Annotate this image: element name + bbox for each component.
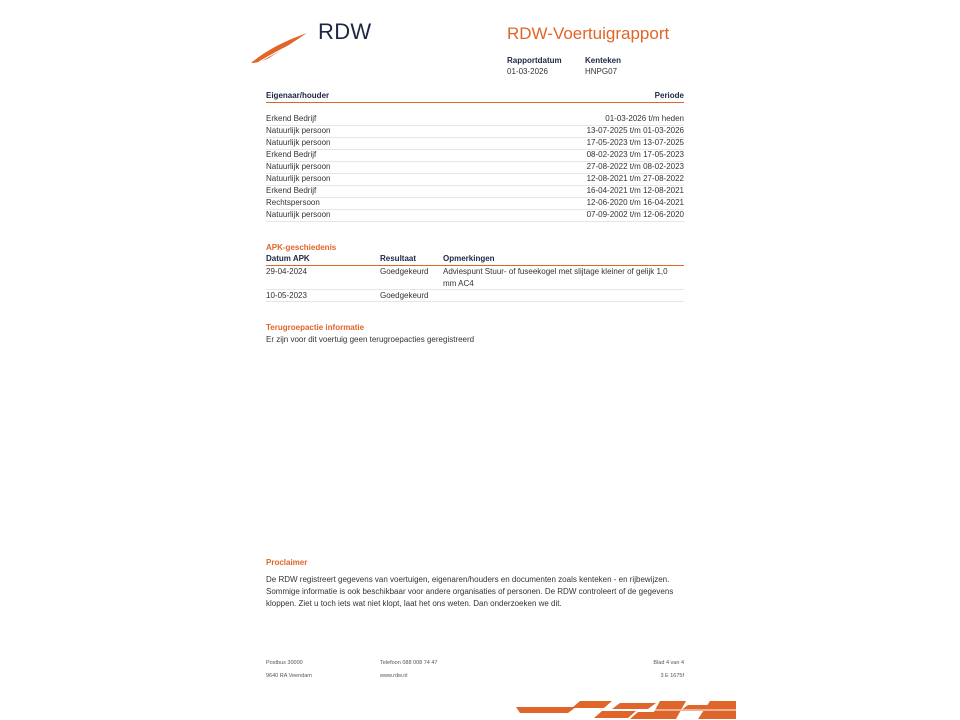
license-plate-label: Kenteken bbox=[585, 56, 622, 65]
owner-cell: Erkend Bedrijf bbox=[266, 114, 317, 123]
owner-cell: Natuurlijk persoon bbox=[266, 126, 331, 135]
rdw-logo-icon bbox=[249, 31, 309, 65]
apk-header-rule bbox=[266, 265, 684, 266]
apk-section-title: APK-geschiedenis bbox=[266, 243, 337, 252]
license-plate-value: HNPG07 bbox=[585, 67, 618, 76]
footer-address-line-1: Postbus 30000 bbox=[266, 660, 303, 666]
recall-section-title: Terugroepactie informatie bbox=[266, 323, 365, 332]
period-cell: 12-06-2020 t/m 16-04-2021 bbox=[586, 198, 684, 207]
report-date-label: Rapportdatum bbox=[507, 56, 562, 65]
apk-remarks-cell: mm AC4 bbox=[443, 279, 474, 288]
owner-cell: Natuurlijk persoon bbox=[266, 138, 331, 147]
period-cell: 08-02-2023 t/m 17-05-2023 bbox=[586, 150, 684, 159]
period-cell: 27-08-2022 t/m 08-02-2023 bbox=[586, 162, 684, 171]
logo-text: RDW bbox=[318, 19, 372, 44]
owner-column-header: Eigenaar/houder bbox=[266, 91, 330, 100]
period-cell: 12-08-2021 t/m 27-08-2022 bbox=[586, 174, 684, 183]
apk-result-cell: Goedgekeurd bbox=[380, 267, 429, 276]
disclaimer-title: Proclaimer bbox=[266, 558, 308, 567]
disclaimer-line-3: kloppen. Ziet u toch iets wat niet klopt, laat het ons weten. Dan onderzoeken we dit. bbox=[266, 599, 562, 608]
apk-remarks-column-header: Opmerkingen bbox=[443, 254, 495, 263]
footer-website[interactable]: www.rdw.nl bbox=[380, 673, 408, 679]
apk-date-cell: 10-05-2023 bbox=[266, 291, 307, 300]
apk-result-column-header: Resultaat bbox=[380, 254, 417, 263]
footer-phone: Telefoon 088 008 74 47 bbox=[380, 660, 438, 666]
apk-result-cell: Goedgekeurd bbox=[380, 291, 429, 300]
period-cell: 07-09-2002 t/m 12-06-2020 bbox=[586, 210, 684, 219]
footer-address-line-2: 9640 RA Veendam bbox=[266, 673, 312, 679]
disclaimer-line-1: De RDW registreert gegevens van voertuigen, eigenaren/houders en documenten zoals kenteken - en rijbewijzen. bbox=[266, 575, 670, 584]
apk-date-column-header: Datum APK bbox=[266, 254, 310, 263]
apk-remarks-cell: Adviespunt Stuur- of fuseekogel met slijtage kleiner of gelijk 1,0 bbox=[443, 267, 668, 276]
report-title: RDW-Voertuigrapport bbox=[507, 24, 670, 43]
owner-cell: Erkend Bedrijf bbox=[266, 186, 317, 195]
footer-page-number: Blad 4 van 4 bbox=[653, 660, 684, 666]
period-cell: 16-04-2021 t/m 12-08-2021 bbox=[586, 186, 684, 195]
apk-date-cell: 29-04-2024 bbox=[266, 267, 307, 276]
owner-cell: Natuurlijk persoon bbox=[266, 174, 331, 183]
period-cell: 13-07-2025 t/m 01-03-2026 bbox=[586, 126, 684, 135]
footer-document-code: 3 E 1675f bbox=[660, 673, 684, 679]
owner-cell: Erkend Bedrijf bbox=[266, 150, 317, 159]
owners-header-rule bbox=[266, 102, 684, 103]
owner-cell: Natuurlijk persoon bbox=[266, 210, 331, 219]
period-column-header: Periode bbox=[654, 91, 684, 100]
period-cell: 17-05-2023 t/m 13-07-2025 bbox=[586, 138, 684, 147]
owner-cell: Natuurlijk persoon bbox=[266, 162, 331, 171]
period-cell: 01-03-2026 t/m heden bbox=[605, 114, 684, 123]
report-date-value: 01-03-2026 bbox=[507, 67, 548, 76]
recall-text: Er zijn voor dit voertuig geen terugroepacties geregistreerd bbox=[266, 335, 475, 344]
owner-cell: Rechtspersoon bbox=[266, 198, 320, 207]
disclaimer-line-2: Sommige informatie is ook beschikbaar voor andere organisaties of personen. De RDW controleert of de gegevens bbox=[266, 587, 674, 596]
decorative-stripes bbox=[516, 699, 736, 720]
